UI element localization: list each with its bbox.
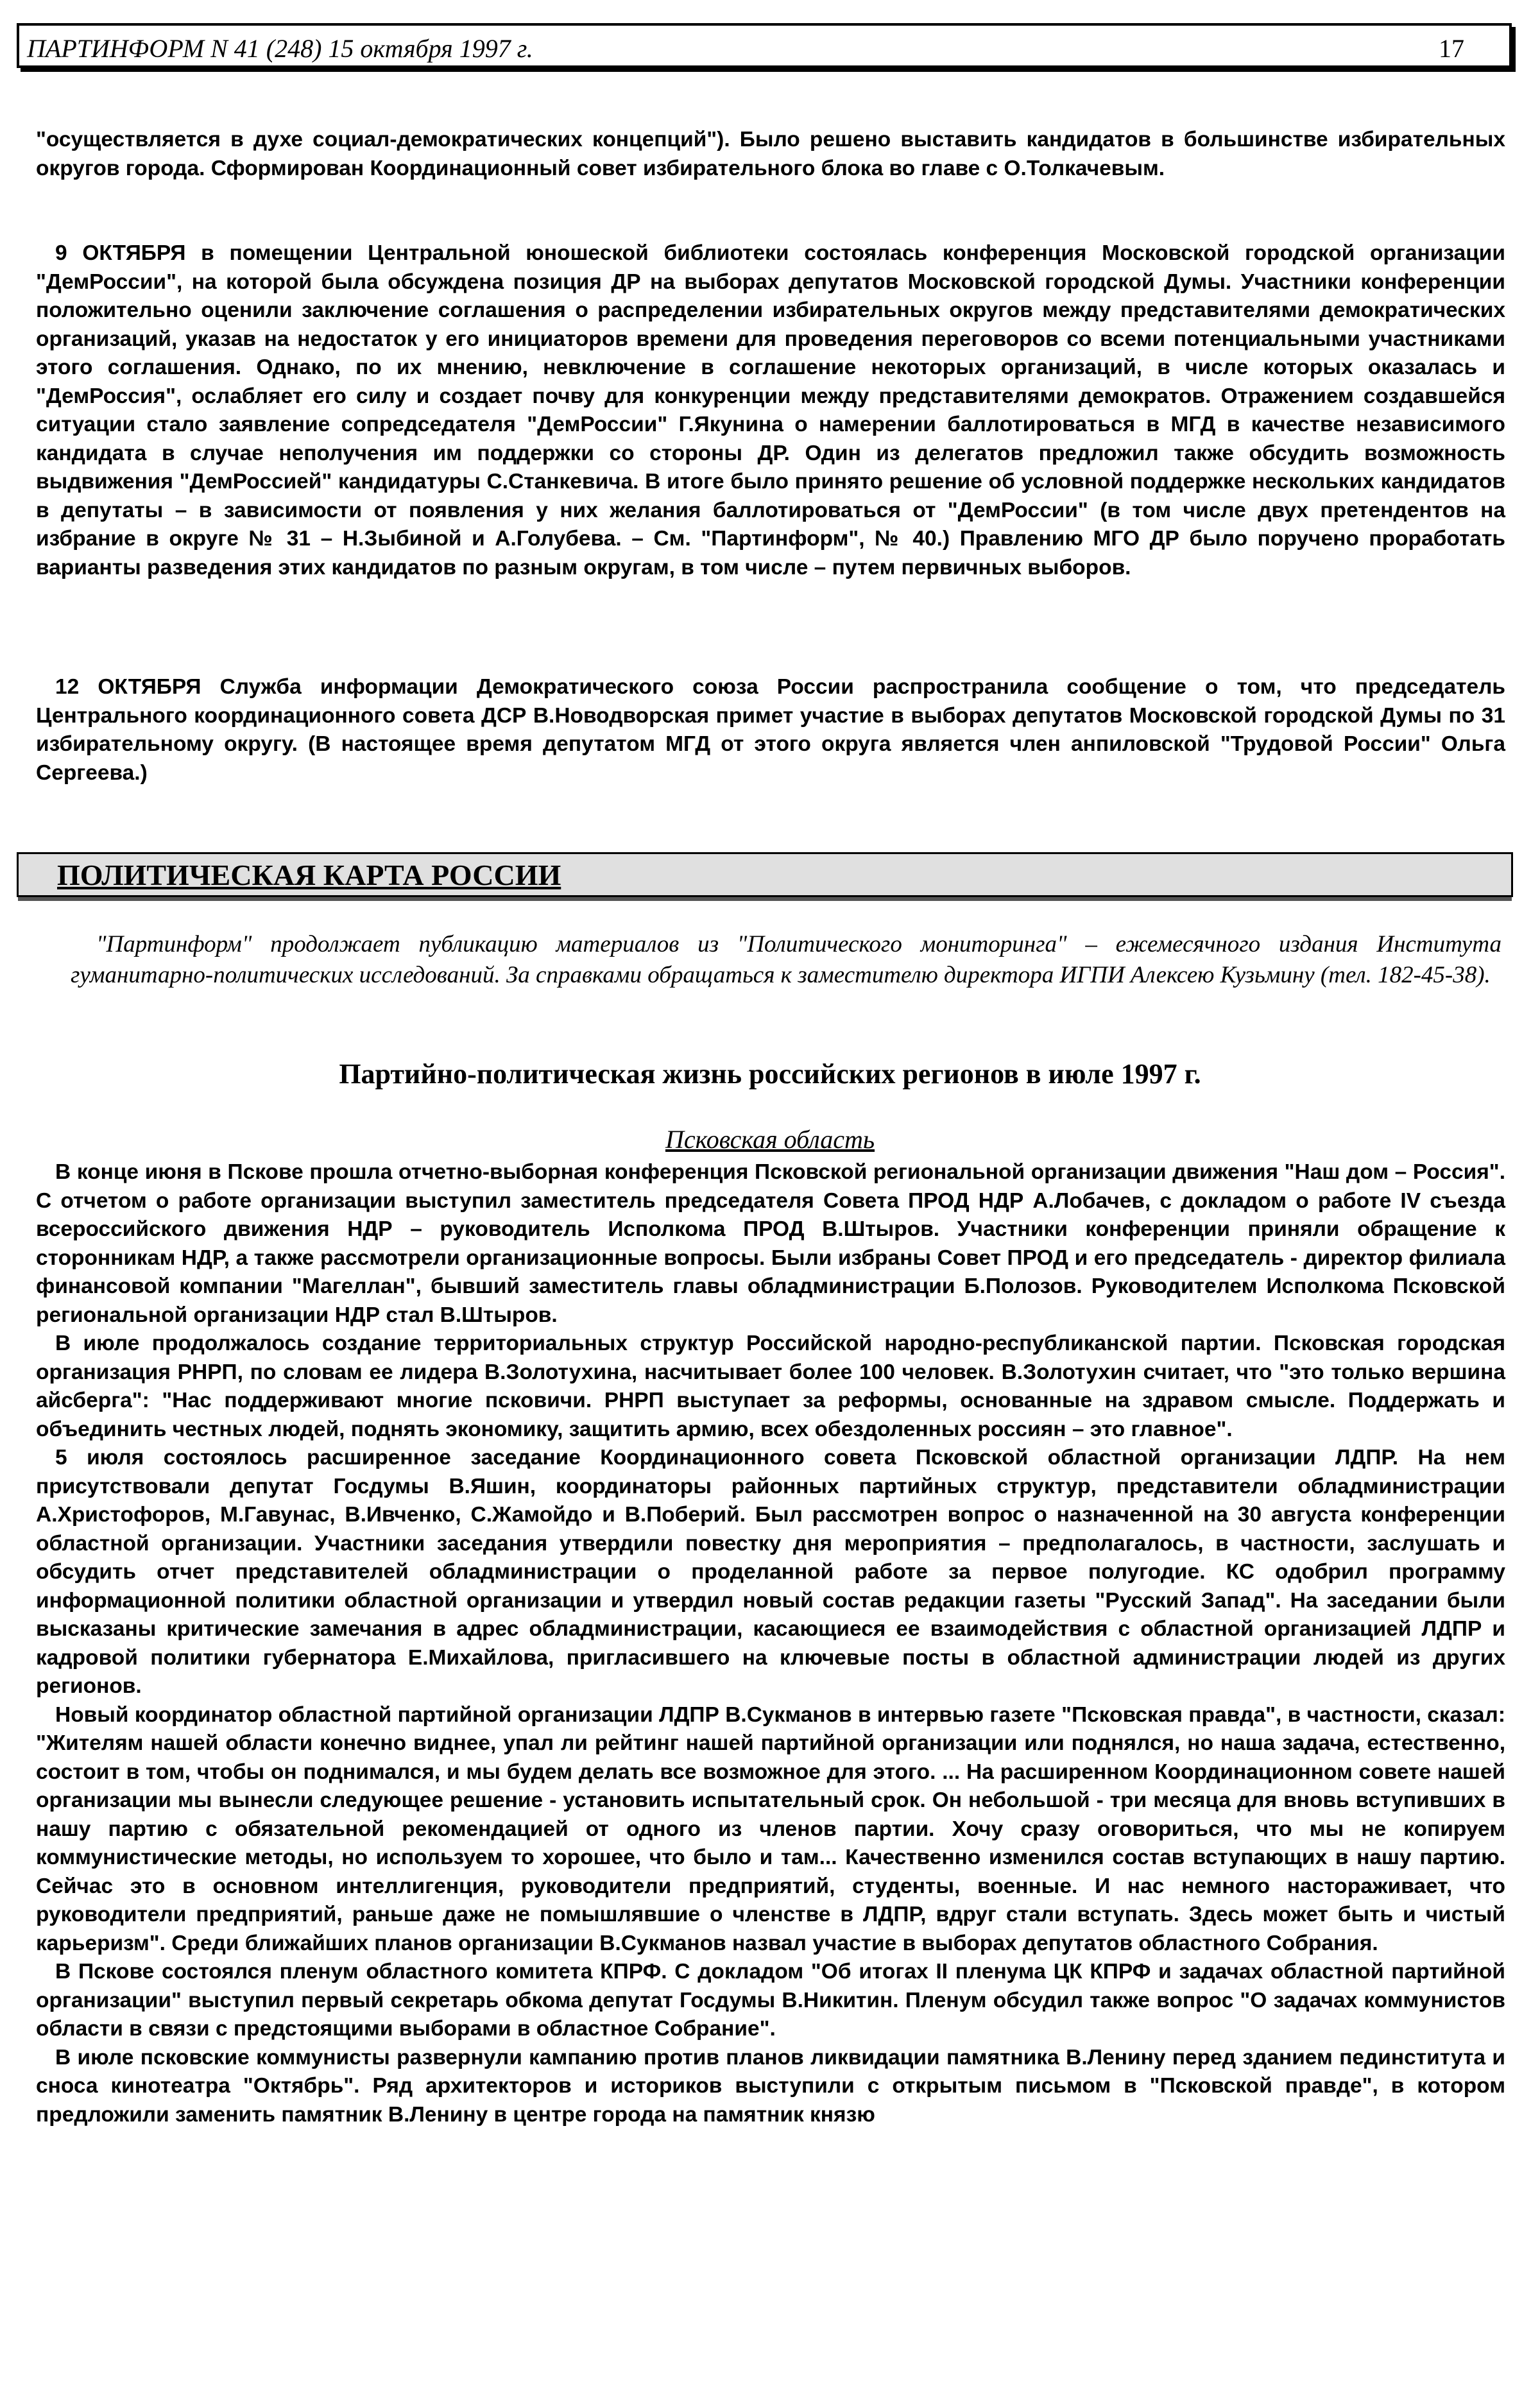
top-paragraph-2 [36,239,1505,582]
article-title: Партийно-политическая жизнь российских регионов в июле 1997 г. [339,1058,1201,1090]
paragraph-oct-12: 12 ОКТЯБРЯ Служба информации Демократического союза России распространила сообщение о том, что председатель Центрального координационного совета ДСР В.Новодворская примет участие в выборах депутатов Московской городской Думы по 31 избирательному округу. (В настоящее время депутатом МГД от этого округа является член анпиловской "Трудовой России" Ольга Сергеева.) [36,675,1505,785]
section-heading: ПОЛИТИЧЕСКАЯ КАРТА РОССИИ [57,859,561,891]
paragraph-lenin-monument: В июле псковские коммунисты развернули кампанию против планов ликвидации памятника В.Ленину перед зданием пединститута и сноса кинотеатра "Октябрь". Ряд архитекторов и историков выступили с открытым письмом в "Псковской правде", в котором предложили заменить памятник В.Ленину в центре города на памятник князю [36,2045,1505,2127]
page-number: 17 [1439,34,1464,63]
paragraph-ndr: В конце июня в Пскове прошла отчетно-выборная конференция Псковской региональной организации движения "Наш дом – Россия". С отчетом о работе организации выступил заместитель председателя Совета ПРОД НДР А.Лобачев, с докладом о работе IV съезда всероссийского движения НДР – руководитель Исполкома ПРОД В.Штыров. Участники конференции приняли обращение к сторонникам НДР, а также рассмотрели организационные вопросы. Были избраны Совет ПРОД и его председатель - директор филиала финансовой компании "Магеллан", бывший заместитель главы обладминистрации Б.Полозов. Руководителем Исполкома Псковской региональной организации НДР стал В.Штыров. [36,1160,1505,1327]
publication-title: ПАРТИНФОРМ N 41 (248) 15 октября 1997 г. [27,34,533,63]
section-intro: "Партинформ" продолжает публикацию материалов из "Политического мониторинга" – ежемесячного издания Института гуманитарно-политических исследований. За справками обращаться к заместителю директора ИГПИ Алексею Кузьмину (тел. 182-45-38). [71,931,1502,988]
paragraph-kprf-plenum: В Пскове состоялся пленум областного комитета КПРФ. С докладом "Об итогах II пленума ЦК КПРФ и задачах областной партийной организации" выступил первый секретарь обкома депутат Госдумы В.Никитин. Пленум обсудил также вопрос "О задачах коммунистов области в связи с предстоящими выборами в областное Собрание". [36,1960,1505,2041]
paragraph-continuation: "осуществляется в духе социал-демократических концепций"). Было решено выставить кандидатов в большинстве избирательных округов города. Сформирован Координационный совет избирательного блока во главе с О.Толкачевым. [36,128,1505,180]
paragraph-ldpr-meeting: 5 июля состоялось расширенное заседание Координационного совета Псковской областной организации ЛДПР. На нем присутствовали депутат Госдумы В.Яшин, координаторы районных партийных структур, представители обладминистрации А.Христофоров, М.Гавунас, В.Ивченко, С.Жамойдо и В.Поберий. Был рассмотрен вопрос о назначенной на 30 августа конференции областной организации. Участники заседания утвердили повестку дня мероприятия – предполагалось, в частности, заслушать и обсудить отчет представителей обладминистрации о проделанной работе за первое полугодие. КС одобрил программу информационной политики областной организации и утвердил новый состав редакции газеты "Русский Запад". На заседании были высказаны критические замечания в адрес обладминистрации, касающиеся ее взаимодействия с областной организацией ЛДПР и кадровой политики губернатора Е.Михайлова, пригласившего на ключевые посты в областной администрации людей из других регионов. [36,1446,1505,1698]
region-body [36,1158,1505,2129]
paragraph-oct-9: 9 ОКТЯБРЯ в помещении Центральной юношеской библиотеки состоялась конференция Московской городской организации "ДемРоссии", на которой была обсуждена позиция ДР на выборах депутатов Московской городской Думы. Участники конференции положительно оценили заключение соглашения о распределении избирательных округов между представителями демократических организаций, указав на недостаток у его инициаторов времени для проведения переговоров со всеми потенциальными участниками этого соглашения. Однако, по их мнению, невключение в соглашение некоторых организаций, в числе которых оказалась и "ДемРоссия", ослабляет его силу и создает почву для конкуренции между представителями демократов. Отражением создавшейся ситуации стало заявление сопредседателя "ДемРоссии" Г.Якунина о намерении баллотироваться в МГД в качестве независимого кандидата в случае неполучения им поддержки со стороны ДР. Один из делегатов предложил также обсудить возможность выдвижения "ДемРоссией" кандидатуры С.Станкевича. В итоге было принято решение об условной поддержке нескольких кандидатов в депутаты – в зависимости от появления у них желания баллотироваться от "ДемРоссии" (в том числе двух претендентов на избрание в округе № 31 – Н.Зыбиной и А.Голубева. – См. "Партинформ", № 40.) Правлению МГО ДР было поручено проработать варианты разведения этих кандидатов по разным округам, в том числе – путем первичных выборов. [36,241,1505,579]
top-paragraph-1 [36,126,1505,183]
page-header [17,23,1512,68]
section-heading-bar [17,852,1513,897]
paragraph-rnrp: В июле продолжалось создание территориальных структур Российской народно-республиканской партии. Псковская городская организация РНРП, по словам ее лидера В.Золотухина, насчитывает более 100 человек. В.Золотухин считает, что "это только вершина айсберга": "Нас поддерживают многие псковичи. РНРП выступает за реформы, основанные на здравом смысле. Поддержать и объединить честных людей, поднять экономику, защитить армию, всех обездоленных россиян – это главное". [36,1332,1505,1441]
region-heading: Псковская область [665,1125,875,1154]
top-paragraph-3 [36,673,1505,787]
paragraph-ldpr-interview: Новый координатор областной партийной организации ЛДПР В.Сукманов в интервью газете "Псковская правда", в частности, сказал: "Жителям нашей области конечно виднее, упал ли рейтинг нашей партийной организации или поднялся, но наша задача, естественно, состоит в том, чтобы он поднимался, и мы будем делать все возможное для этого. ... На расширенном Координационном совете нашей организации мы вынесли следующее решение - установить испытательный срок. Он небольшой - три месяца для вновь вступивших в нашу партию с обязательной рекомендацией от одного из членов партии. Хочу сразу оговориться, что мы не копируем коммунистические методы, но используем то хорошее, что было и там... Качественно изменился состав вступающих в нашу партию. Сейчас это в основном интеллигенция, руководители предприятий, студенты, военные. И нас немного настораживает, что руководители предприятий, раньше даже не помышлявшие о членстве в ЛДПР, вдруг стали вступать. Здесь может быть и чистый карьеризм". Среди ближайших планов организации В.Сукманов назвал участие в выборах депутатов областного Собрания. [36,1702,1505,1955]
